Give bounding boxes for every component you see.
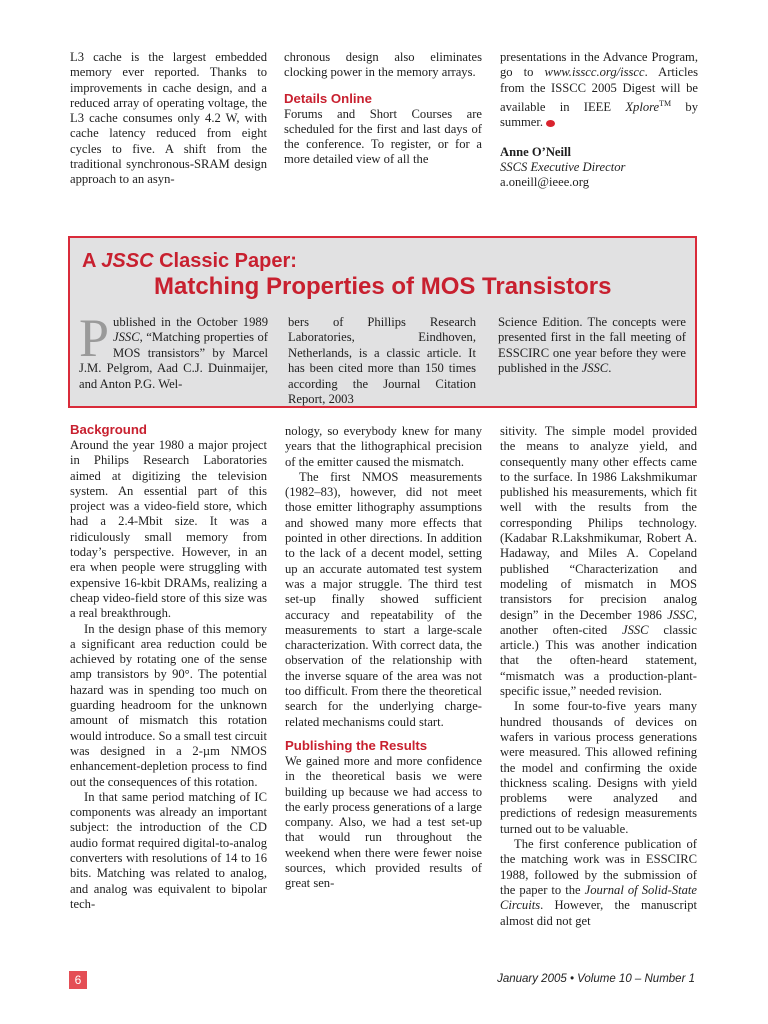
- top-column-1: [70, 50, 267, 188]
- body-column-3: [500, 424, 697, 929]
- page-number: 6: [69, 971, 87, 989]
- paragraph: The first NMOS measurements (1982–83), however, did not meet those emitter lithography assumptions and showed many more effects that pointed in other directions. In addition to the lack of a decent model, setting up an accurate automated test system was a major struggle. The third test set-up finally showed sufficient accuracy and repeatability of the measurements to start a large-scale characterization. With correct data, the observation of the relationship with the inverse square of the area was not too difficult. From there the theoretical search for the underlying charge-related mechanisms could start.: [285, 469, 482, 729]
- classic-title: Matching Properties of MOS Transistors: [154, 273, 612, 300]
- paragraph: sitivity. The simple model provided the means to analyze yield, and consequently many other effects came to the surface. In 1986 Lakshmikumar published his measurements, which fit well with the results from the corresponding Philips technology. (Kadabar R.Lakshmikumar, Robert A. Hadaway, and Miles A. Copeland published “Characterization and modeling of mismatch in MOS transistors for precision analog design” in the December 1986 JSSC, another often-cited JSSC classic article.) This was another indication that the often-heard statement, “mismatch was a production-plant-specific issue,” needed revision.: [500, 424, 698, 699]
- top-col2-details: Forums and Short Courses are scheduled for the first and last days of the conference. To register, or for a more detailed view of all the: [284, 106, 482, 167]
- author-email[interactable]: a.oneill@ieee.org: [500, 175, 589, 190]
- top-col3-text: presentations in the Advance Program, go to www.isscc.org/isscc. Articles from the ISSCC 2005 Digest will be available in IEEE Xplore™ by summer.: [500, 50, 699, 130]
- paragraph: In some four-to-five years many hundred thousands of devices on wafers in various process generations were measured. This allowed refining the model and confirming the oxide thickness scaling. Designs with yield problems were analyzed and predictions of redesign measurements turned out to be valuable.: [500, 699, 697, 836]
- issue-footer: January 2005 • Volume 10 – Number 1: [497, 973, 695, 985]
- body-column-2: [285, 424, 482, 892]
- classic-column-1: Published in the October 1989 JSSC, “Matching properties of MOS transistors” by Marcel J.M. Pelgrom, Aad C.J. Duinmaijer, and Anton P.G. Wel-: [79, 308, 268, 391]
- paragraph: Around the year 1980 a major project in Philips Research Laboratories aimed at digitizing the television system. An essential part of this project was a video-field store, which had a 2.4-Mbit size. It was a ridiculously small memory from today’s perspective. However, in an era when people were struggling with expensive 16-kbit DRAMs, realizing a cheap video-field store of this size was a real breakthrough.: [70, 438, 267, 621]
- classic-column-3: Science Edition. The concepts were presented first in the fall meeting of ESSCIRC one year before they were published in the JSSC.: [498, 315, 686, 376]
- classic-kicker: A JSSC Classic Paper:: [82, 250, 297, 272]
- classic-column-2: bers of Phillips Research Laboratories, Eindhoven, Netherlands, is a classic article. It has been cited more than 150 times according the Journal Citation Report, 2003: [288, 315, 476, 407]
- drop-cap: P: [79, 308, 110, 368]
- body-column-1: [70, 421, 267, 912]
- author-title: SSCS Executive Director: [500, 159, 626, 174]
- paragraph: nology, so everybody knew for many years that the lithographical precision of the emitter caused the mismatch.: [285, 424, 482, 469]
- paragraph: In the design phase of this memory a significant area reduction could be achieved by rotating one of the sense amp transistors by 90°. The potential hazard was in spending too much on guarding headroom for the unknown amount of mismatch this rotation would introduce. So a small test circuit was designed in a 2-µm NMOS enhancement-depletion process to find out the consequences of this rotation.: [70, 621, 267, 789]
- top-column-2: [284, 50, 482, 168]
- paragraph: In that same period matching of IC components was already an important subject: the introduction of the CD audio format required digital-to-analog converters with resolutions of 14 to 16 bits. Matching was related to analog, and analog was equivalent to bipolar tech-: [70, 789, 267, 911]
- paragraph: The first conference publication of the matching work was in ESSCIRC 1988, followed by the submission of the paper to the Journal of Solid-State Circuits. However, the manuscript almost did not get: [500, 837, 697, 928]
- top-column-3: [500, 50, 698, 191]
- classic-paper-box: [68, 236, 697, 408]
- end-mark-icon: [546, 120, 555, 127]
- author-name: Anne O’Neill: [500, 144, 572, 159]
- paragraph: We gained more and more confidence in the theoretical basis we were building up because we had access to the early process generations of a large company. Also, we had a test set-up that would run throughout the weekend when there were fewer noise sources, which provided results of great sen-: [285, 753, 482, 891]
- isscc-link[interactable]: www.isscc.org/isscc: [544, 65, 645, 80]
- publishing-heading: Publishing the Results: [285, 737, 428, 753]
- background-heading: Background: [70, 422, 147, 437]
- details-online-heading: Details Online: [284, 90, 372, 106]
- top-col1-text: L3 cache is the largest embedded memory ever reported. Thanks to improvements in cache design, and a reduced array of operating voltage, the L3 cache consumes only 4.2 W, with cache latency reduced from eight cycles to five. A shift from the traditional synchronous-SRAM design approach to an asyn-: [70, 50, 267, 187]
- top-col2-intro: chronous design also eliminates clocking power in the memory arrays.: [284, 50, 482, 80]
